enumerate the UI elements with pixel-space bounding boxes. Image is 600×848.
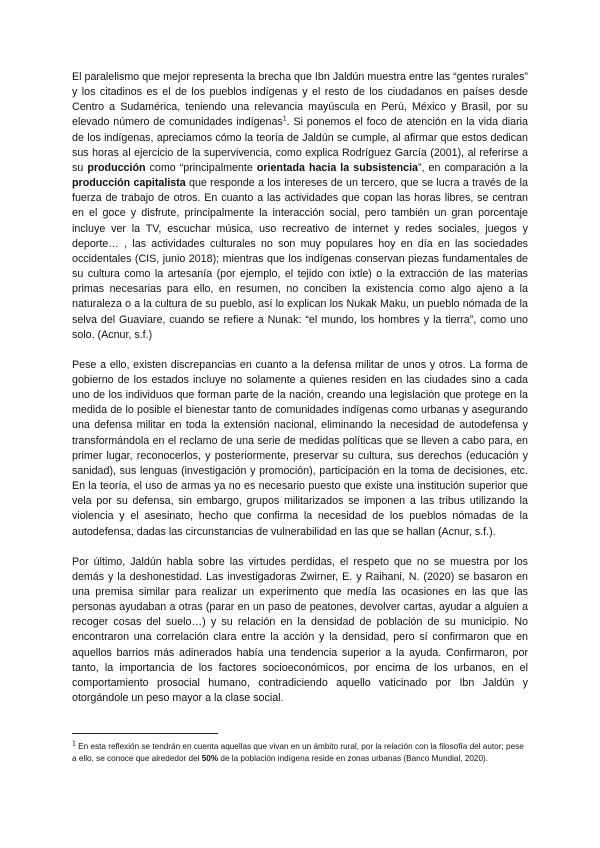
body-text <box>72 70 528 721</box>
footnote-bold-value: 50% <box>201 754 219 764</box>
text-run: Pese a ello, existen discrepancias en cuanto a la defensa militar de unos y otros. La forma de gobierno de los estados incluye no solamente a quienes residen en las ciudades sino a cada uno de los individuos que forman parte de la nación, creando una legislación que protege en la medida de lo posible el bienestar tanto de comunidades indígenas como urbanas y asegurando una defensa militar en toda la extensión nacional, eliminando la necesidad de autodefensa y transformándola en el reclamo de una serie de medidas políticas que se lleven a cabo para, en primer lugar, reconocerlos, y posteriormente, preservar su cultura, sus derechos (educación y sanidad), sus lenguas (investigación y promoción), participación en la toma de decisiones, etc. En la teoría, el uso de armas ya no es necesario puesto que existe una institución superior que vela por su defensa, sin embargo, grupos militarizados se imponen a las tribus utilizando la violencia y el asesinato, hecho que confirma la necesidad de los pueblos nómadas de la autodefensa, dadas las circunstancias de vulnerabilidad en las que se hallan (Acnur, s.f.). <box>72 358 528 538</box>
paragraph-3 <box>72 555 528 707</box>
footnote-text: En esta reflexión se tendrán en cuenta aquellas que vivan en un ámbito rural, por la relación con la filosofía del autor; pese a ello, se conoce que alrededor del <box>72 742 524 764</box>
bold-term: orientada hacia la subsistencia <box>256 161 418 174</box>
text-run: que responde a los intereses de un tercero, que se lucra a través de la fuerza de trabajo de otros. En cuanto a las actividades que copan las horas libres, se centran en el goce y disfrute, principalmente la interacción social, pero también un gran porcentaje incluye ver la TV, escuchar música, uso recreativo de internet y redes sociales, juegos y deporte… , las actividades culturales no son muy populares hoy en día en las sociedades occidentales (CIS, junio 2018); mientras que los indígenas conservan piezas fundamentales de su cultura como la artesanía (por ejemplo, el tejido con ixtle) o la extracción de las materias primas necesarias para ello, en resumen, no conciben la existencia como algo ajeno a la naturaleza o a la cultura de su pueblo, así lo explican los Nukak Maku, un pueblo nómada de la selva del Guaviare, cuando se refiere a Nunak: “el mundo, los hombres y la tierra”, como uno solo. (Acnur, s.f.) <box>72 177 528 341</box>
paragraph-1 <box>72 70 528 343</box>
footnote-marker: 1 <box>72 740 76 748</box>
bold-term: producción <box>87 161 146 174</box>
text-run: El paralelismo que mejor representa la brecha que Ibn Jaldún muestra entre las “gentes rurales” y los citadinos es el de los pueblos indígenas y el resto de los ciudadanos en países desde Centro a Sudamérica, teniendo una relevancia mayúscula en Perú, México y Brasil, por su elevado número de comunidades indígenas <box>72 71 528 129</box>
footnote-reference[interactable]: 1 <box>282 115 287 123</box>
paragraph-2 <box>72 358 528 540</box>
footnote-separator <box>72 733 218 734</box>
text-run: . Si ponemos el foco de atención en la vida diaria de los indígenas, apreciamos cómo la teoría de Jaldún se cumple, al afirmar que estos dedican sus horas al ejercicio de la supervivencia, como explica Rodríguez García (2001), al referirse a su <box>72 116 528 174</box>
text-run: Por último, Jaldún habla sobre las virtudes perdidas, el respeto que no se muestra por los demás y la deshonestidad. Las investigadoras Zwirner, E. y Raihani, N. (2020) se basaron en una premisa similar para realizar un experimento que medía las ocasiones en las que las personas ayudaban a otras (parar en un paso de peatones, devolver cartas, ayudar a alguien a recoger cosas del suelo…) y su relación en la densidad de población de su municipio. No encontraron una correlación clara entre la acción y la densidad, pero sí confirmaron que en aquellos barrios más adinerados había una tendencia superior a la ayuda. Confirmaron, por tanto, la importancia de los factores socioeconómicos, por encima de los urbanos, en el comportamiento prosocial humano, contradiciendo aquello vaticinado por Ibn Jaldún y otorgándole un peso mayor a la clase social. <box>72 555 528 705</box>
text-run: ”, en comparación a la <box>418 161 528 174</box>
bold-term: producción capitalista <box>72 177 186 190</box>
text-run: como “principalmente <box>145 161 257 174</box>
footnote <box>72 741 528 765</box>
footnote-text-end: de la población indígena reside en zonas urbanas (Banco Mundial, 2020). <box>218 754 489 764</box>
